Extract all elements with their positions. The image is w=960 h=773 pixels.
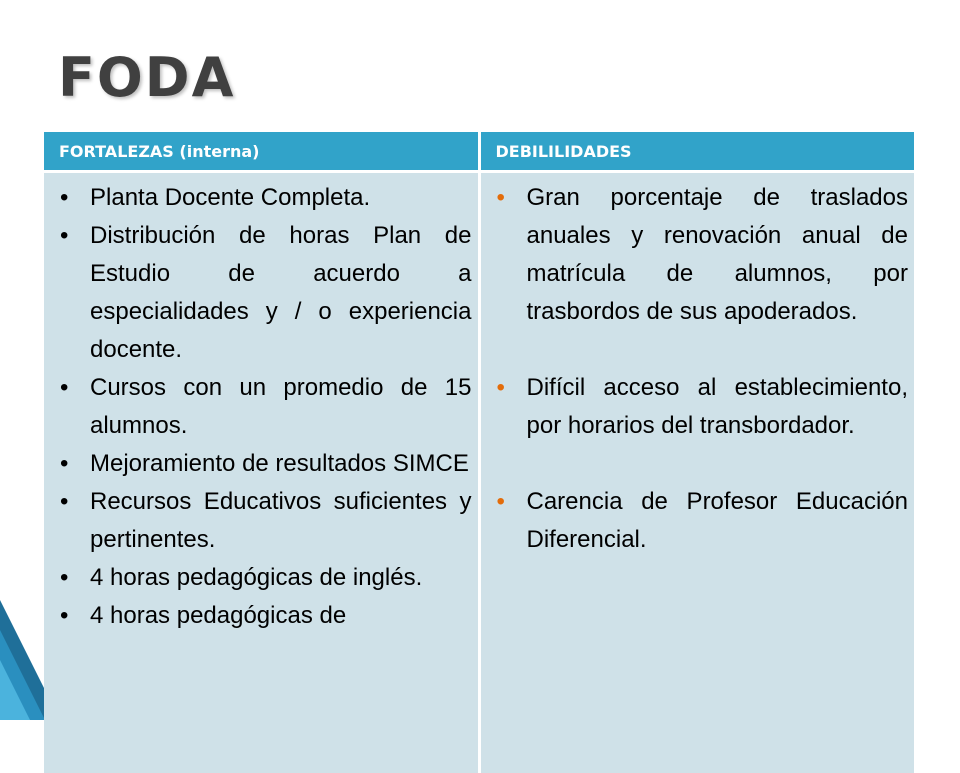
list-item: • Distribución de horas Plan de Estudio de acuerdo a especialidades y / o experiencia docente. [52,217,472,369]
list-item: • Carencia de Profesor Educación Diferencial. [489,483,909,559]
header-fortalezas: FORTALEZAS (interna) [44,132,479,172]
list-item: • Gran porcentaje de traslados anuales y renovación anual de matrícula de alumnos, por trasbordos de sus apoderados. [489,179,909,331]
list-item: • Cursos con un promedio de 15 alumnos. [52,369,472,445]
foda-table [44,132,914,773]
list-item: • Planta Docente Completa. [52,179,472,217]
fortalezas-cell [44,172,479,773]
list-item: • Difícil acceso al establecimiento, por horarios del transbordador. [489,369,909,445]
slide-title: FODA [58,46,235,109]
list-item: • 4 horas pedagógicas de inglés. [52,559,472,597]
fortalezas-list [52,179,472,635]
list-item: • Recursos Educativos suficientes y pertinentes. [52,483,472,559]
debilidades-list [489,179,909,559]
list-item: • 4 horas pedagógicas de [52,597,472,635]
list-item: • Mejoramiento de resultados SIMCE [52,445,472,483]
header-debilidades: DEBILILIDADES [479,132,914,172]
debilidades-cell [479,172,914,773]
